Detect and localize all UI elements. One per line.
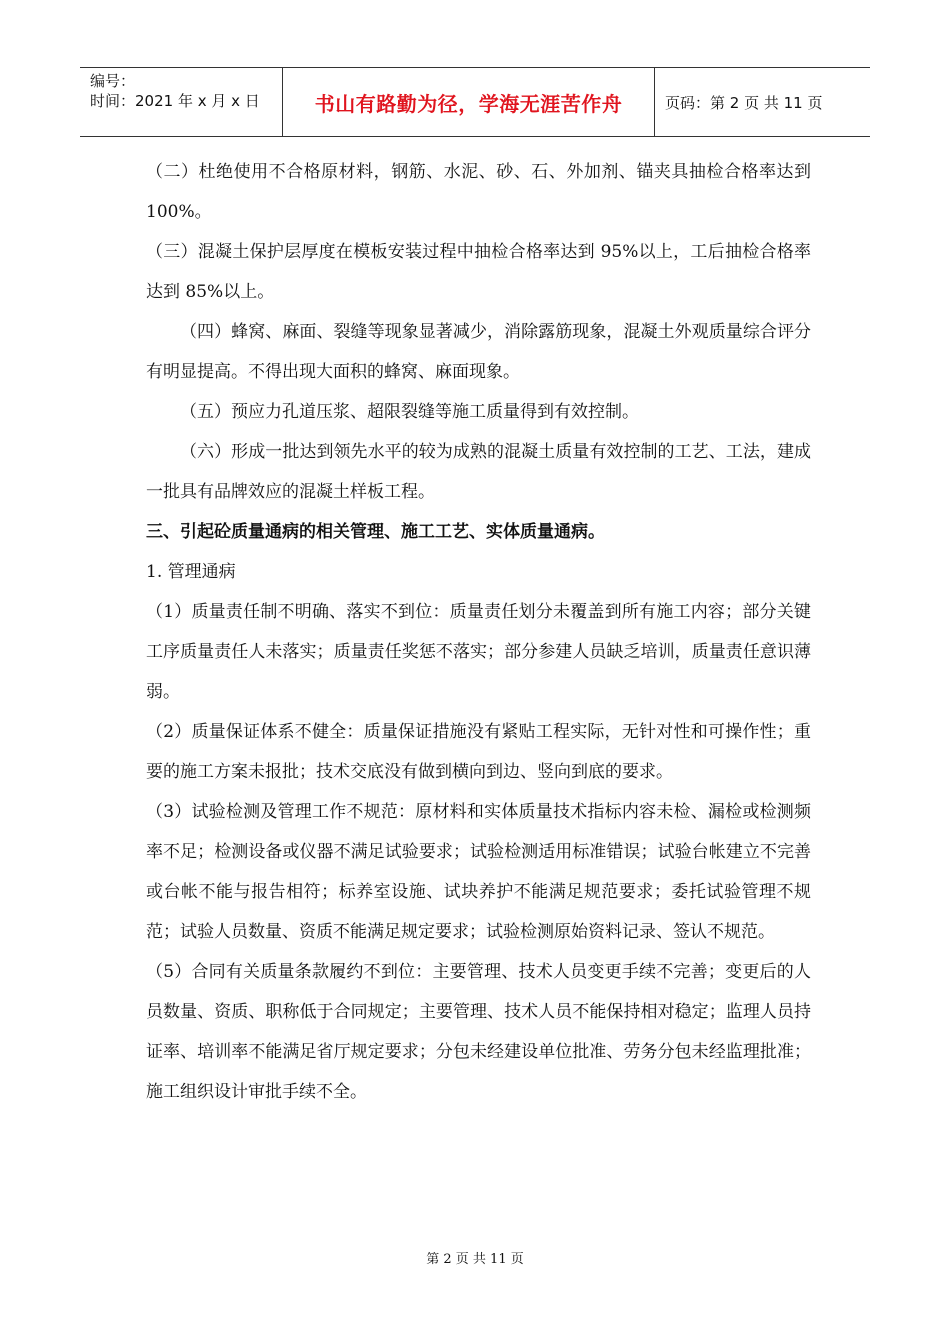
header-motto: 书山有路勤为径，学海无涯苦作舟 [283, 68, 655, 136]
paragraph-6: （六）形成一批达到领先水平的较为成熟的混凝土质量有效控制的工艺、工法，建成一批具有品牌效应的混凝土样板工程。 [146, 442, 811, 502]
list-item-2: （2）质量保证体系不健全：质量保证措施没有紧贴工程实际，无针对性和可操作性；重要的施工方案未报批；技术交底没有做到横向到边、竖向到底的要求。 [146, 722, 811, 782]
date-label: 时间：2021 年 x 月 x 日 [90, 92, 260, 110]
paragraph-4: （四）蜂窝、麻面、裂缝等现象显著减少，消除露筋现象，混凝土外观质量综合评分有明显提高。不得出现大面积的蜂窝、麻面现象。 [146, 322, 811, 382]
paragraph-3: （三）混凝土保护层厚度在模板安装过程中抽检合格率达到 95%以上，工后抽检合格率达到 85%以上。 [146, 242, 811, 302]
list-item-1: （1）质量责任制不明确、落实不到位：质量责任划分未覆盖到所有施工内容；部分关键工序质量责任人未落实；质量责任奖惩不落实；部分参建人员缺乏培训，质量责任意识薄弱。 [146, 602, 811, 702]
document-body [146, 152, 811, 1112]
paragraph-2: （二）杜绝使用不合格原材料，钢筋、水泥、砂、石、外加剂、锚夹具抽检合格率达到 100%。 [146, 162, 811, 222]
subsection-heading-1: 1. 管理通病 [146, 562, 236, 582]
list-item-3: （3）试验检测及管理工作不规范：原材料和实体质量技术指标内容未检、漏检或检测频率不足；检测设备或仪器不满足试验要求；试验检测适用标准错误；试验台帐建立不完善或台帐不能与报告相符；标养室设施、试块养护不能满足规范要求；委托试验管理不规范；试验人员数量、资质不能满足规定要求；试验检测原始资料记录、签认不规范。 [146, 802, 811, 942]
doc-number-label: 编号： [90, 72, 136, 90]
section-heading-3: 三、引起砼质量通病的相关管理、施工工艺、实体质量通病。 [146, 522, 605, 542]
page-header [80, 67, 870, 137]
header-meta [80, 68, 283, 136]
header-page-info: 页码：第 2 页 共 11 页 [665, 93, 823, 112]
paragraph-5: （五）预应力孔道压浆、超限裂缝等施工质量得到有效控制。 [180, 402, 639, 422]
page-footer: 第 2 页 共 11 页 [426, 1252, 524, 1267]
list-item-5: （5）合同有关质量条款履约不到位：主要管理、技术人员变更手续不完善；变更后的人员数量、资质、职称低于合同规定；主要管理、技术人员不能保持相对稳定；监理人员持证率、培训率不能满足省厅规定要求；分包未经建设单位批准、劳务分包未经监理批准；施工组织设计审批手续不全。 [146, 962, 811, 1102]
